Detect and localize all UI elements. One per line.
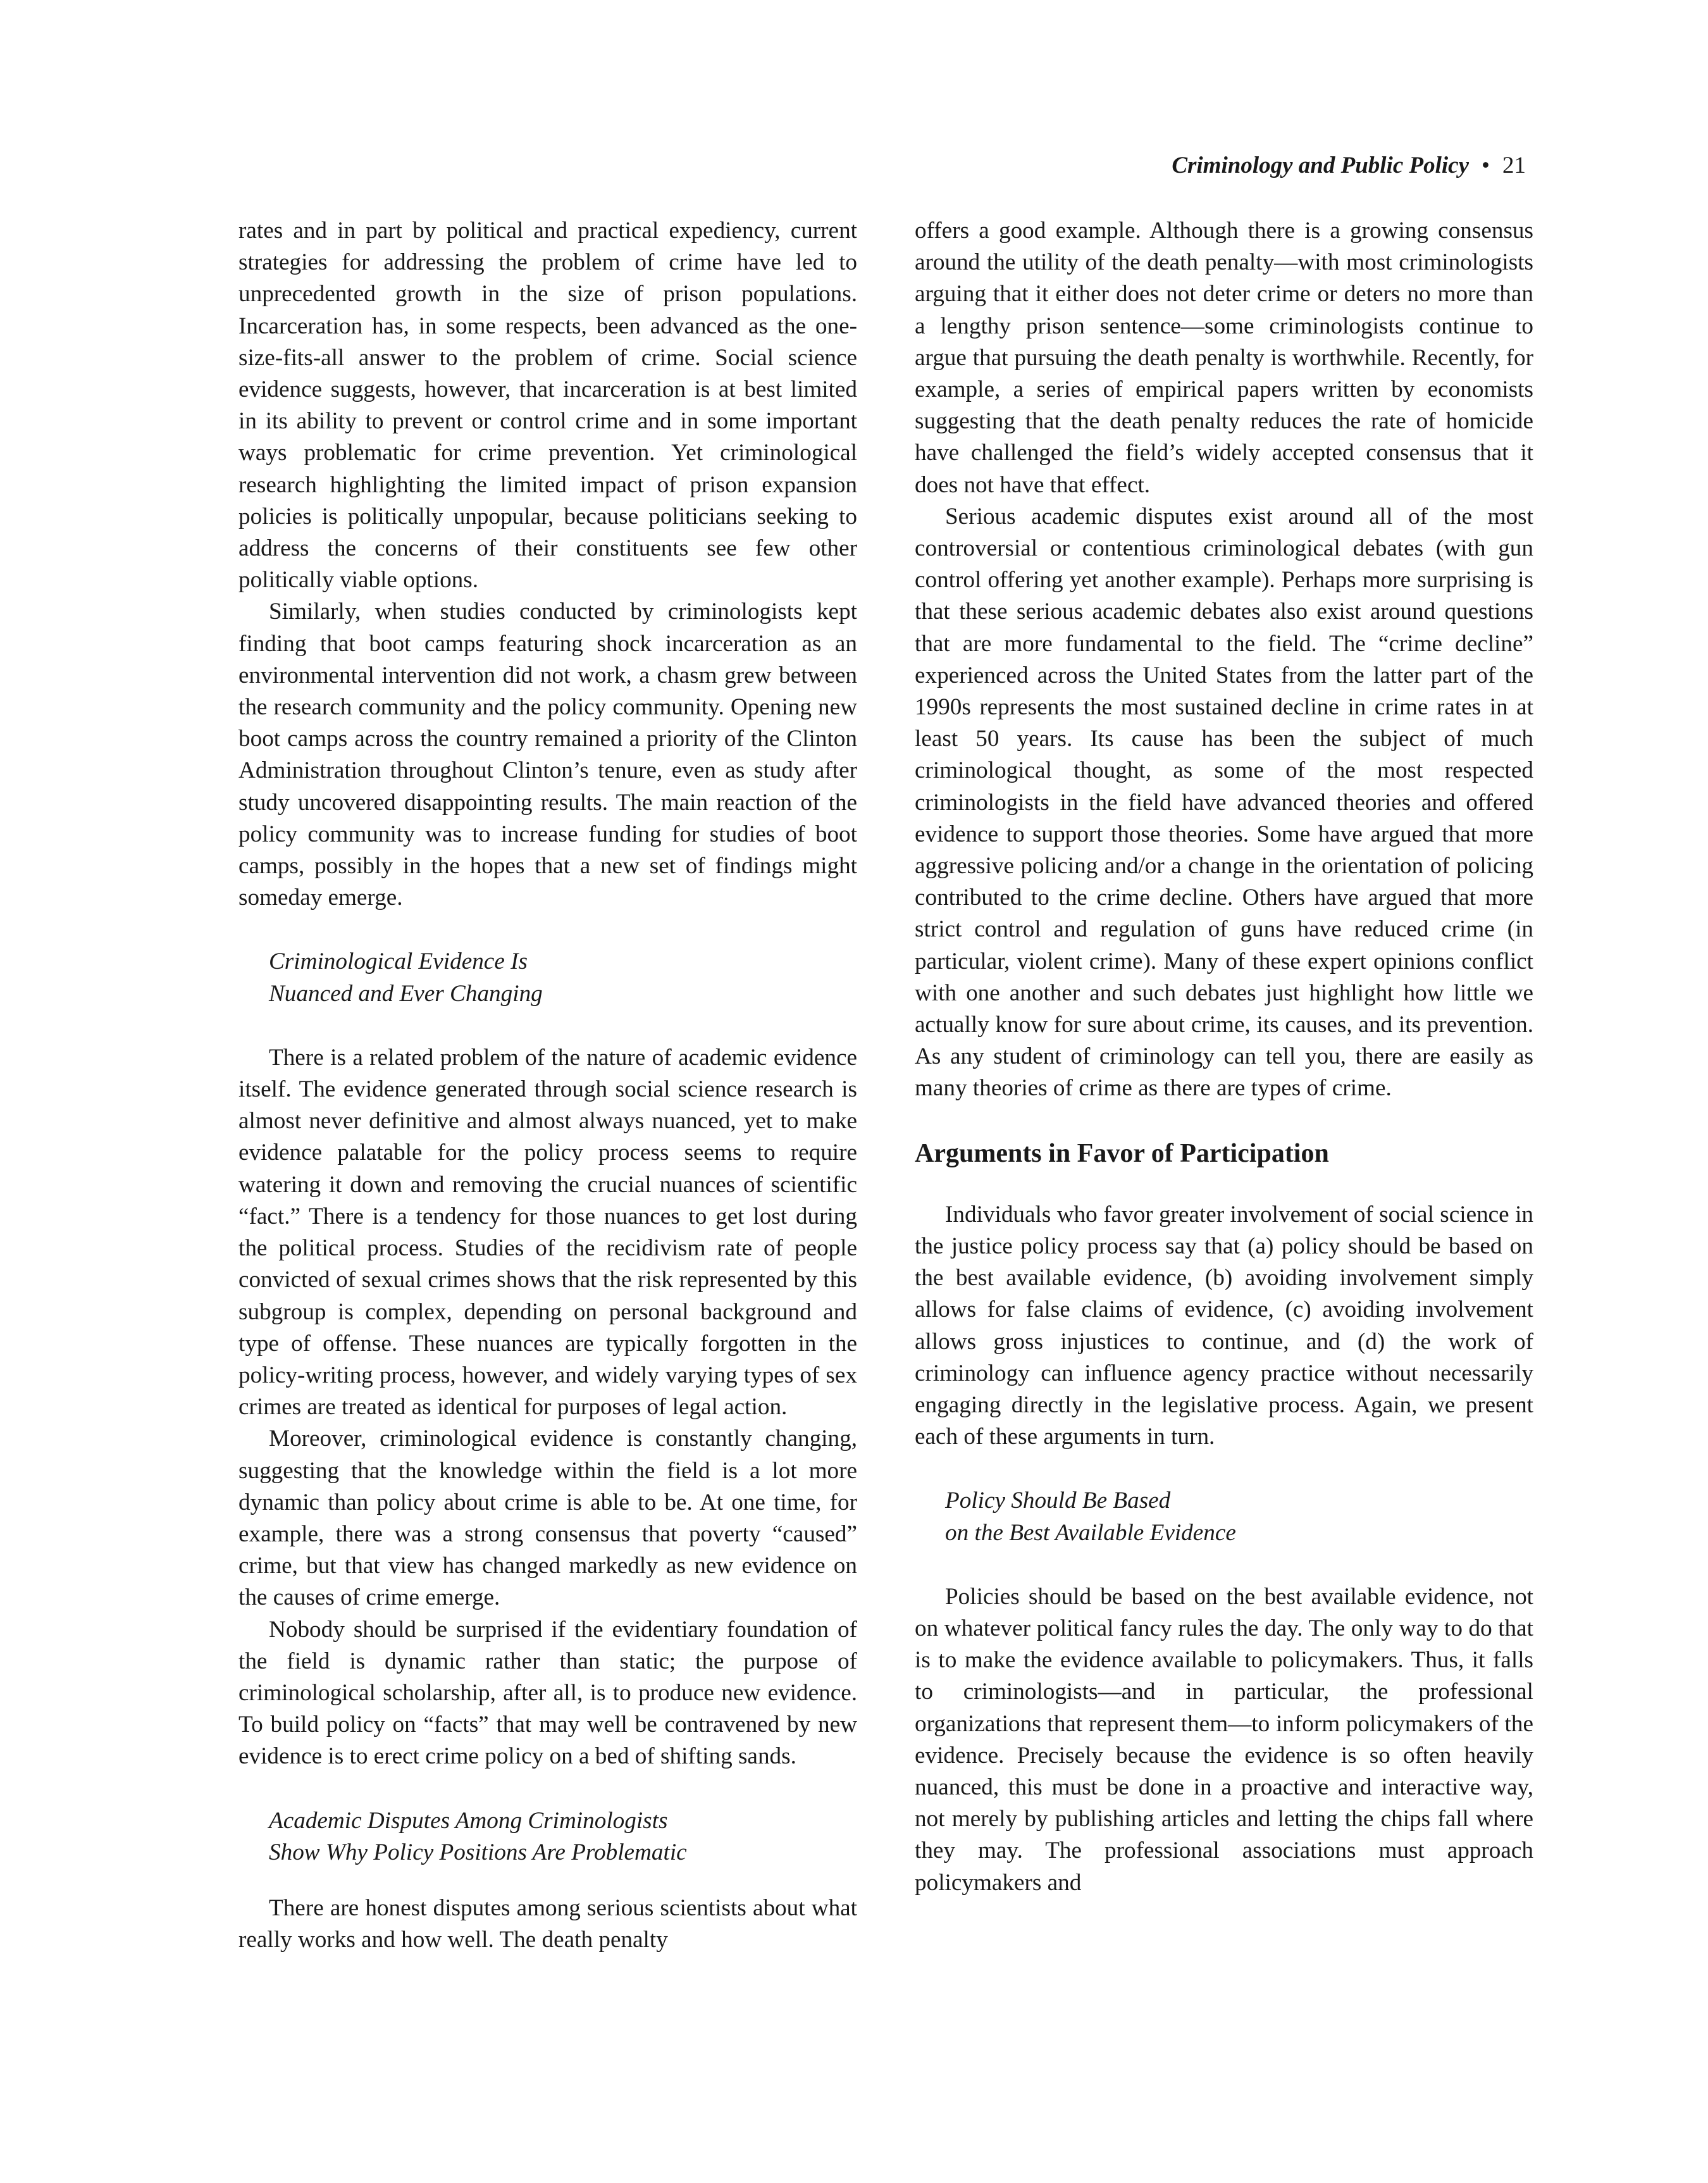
left-column xyxy=(238,215,857,1956)
left-paragraph-5: Nobody should be surprised if the evidentiary foundation of the field is dynamic rather than static; the purpose of criminological scholarship, after all, is to produce new evidence. To build policy on “facts” that may well be contravened by new evidence is to erect crime policy on a bed of shifting sands. xyxy=(238,1616,857,1770)
subheading-line: Nuanced and Ever Changing xyxy=(269,980,543,1007)
page-number: 21 xyxy=(1502,152,1526,178)
left-paragraph-3: There is a related problem of the nature of academic evidence itself. The evidence generated through social science research is almost never definitive and almost always nuanced, yet to make evidence palatable for the policy process seems to require watering it down and removing the crucial nuances of scientific “fact.” There is a tendency for those nuances to get lost during the political process. Studies of the recidivism rate of people convicted of sexual crimes shows that the risk represented by this subgroup is complex, depending on personal background and type of offense. These nuances are typically forgotten in the policy-writing process, however, and widely varying types of sex crimes are treated as identical for purposes of legal action. xyxy=(238,1044,857,1421)
left-paragraph-1: rates and in part by political and practical expediency, current strategies for addressing the problem of crime have led to unprecedented growth in the size of prison populations. Incarceration has, in some respects, been advanced as the one-size-fits-all answer to the problem of crime. Social science evidence suggests, however, that incarceration is at best limited in its ability to prevent or control crime and in some important ways problematic for crime prevention. Yet criminological research highlighting the limited impact of prison expansion policies is politically unpopular, because politicians seeking to address the concerns of their constituents see few other politically viable options. xyxy=(238,218,857,594)
running-head-title: Criminology and Public Policy xyxy=(1172,152,1470,178)
subheading-line: on the Best Available Evidence xyxy=(945,1519,1236,1546)
right-paragraph-2: Serious academic disputes exist around all of the most controversial or contentious criminological debates (with gun control offering yet another example). Perhaps more surprising is that these serious academic debates also exist around questions that are more fundamental to the field. The “crime decline” experienced across the United States from the latter part of the 1990s represents the most sustained decline in crime rates in at least 50 years. Its cause has been the subject of much criminological thought, as some of the most respected criminologists in the field have advanced theories and offered evidence to support those theories. Some have argued that more aggressive policing and/or a change in the orientation of policing contributed to the crime decline. Others have argued that more strict control and regulation of guns have reduced crime (in particular, violent crime). Many of these expert opinions conflict with one another and such debates just highlight how little we actually know for sure about crime, its causes, and its prevention. As any student of criminology can tell you, there are easily as many theories of crime as there are types of crime. xyxy=(915,503,1533,1102)
left-paragraph-2: Similarly, when studies conducted by criminologists kept finding that boot camps featuring shock incarceration as an environmental intervention did not work, a chasm grew between the research community and the policy community. Opening new boot camps across the country remained a priority of the Clinton Administration throughout Clinton’s tenure, even as study after study uncovered disappointing results. The main reaction of the policy community was to increase funding for studies of boot camps, possibly in the hopes that a new set of findings might someday emerge. xyxy=(238,599,857,911)
right-paragraph-4: Policies should be based on the best available evidence, not on whatever political fancy rules the day. The only way to do that is to make the evidence available to policymakers. Thus, it falls to criminologists—and in particular, the professional organizations that represent them—to inform policymakers of the evidence. Precisely because the evidence is so often heavily nuanced, this must be done in a proactive and interactive way, not merely by publishing articles and letting the chips fall where they may. The professional associations must approach policymakers and xyxy=(915,1583,1533,1896)
bullet-separator-icon: • xyxy=(1482,152,1490,178)
subheading-line: Academic Disputes Among Criminologists xyxy=(269,1807,668,1834)
running-head xyxy=(1172,151,1526,181)
subheading-best-evidence xyxy=(915,1485,1533,1548)
left-paragraph-4: Moreover, criminological evidence is constantly changing, suggesting that the knowledge within the field is a lot more dynamic than policy about crime is able to be. At one time, for example, there was a strong consensus that poverty “caused” crime, but that view has changed markedly as new evidence on the causes of crime emerge. xyxy=(238,1426,857,1611)
subheading-academic-disputes xyxy=(238,1805,857,1869)
subheading-evidence-nuanced xyxy=(238,946,857,1009)
left-paragraph-6: There are honest disputes among serious scientists about what really works and how well. The death penalty xyxy=(238,1894,857,1953)
subheading-line: Policy Should Be Based xyxy=(945,1488,1171,1514)
section-heading-arguments: Arguments in Favor of Participation xyxy=(915,1138,1329,1168)
right-column xyxy=(915,215,1533,1899)
right-paragraph-1: offers a good example. Although there is a growing consensus around the utility of the death penalty—with most criminologists arguing that it either does not deter crime or deters no more than a lengthy prison sentence—some criminologists continue to argue that pursuing the death penalty is worthwhile. Recently, for example, a series of empirical papers written by economists suggesting that the death penalty reduces the rate of homicide have challenged the field’s widely accepted consensus that it does not have that effect. xyxy=(915,218,1533,498)
subheading-line: Show Why Policy Positions Are Problematic xyxy=(269,1839,687,1865)
right-paragraph-3: Individuals who favor greater involvement of social science in the justice policy process say that (a) policy should be based on the best available evidence, (b) avoiding involvement simply allows for false claims of evidence, (c) avoiding involvement allows gross injustices to continue, and (d) the work of criminology can influence agency practice without necessarily engaging directly in the legislative process. Again, we present each of these arguments in turn. xyxy=(915,1201,1533,1450)
subheading-line: Criminological Evidence Is xyxy=(269,948,528,975)
